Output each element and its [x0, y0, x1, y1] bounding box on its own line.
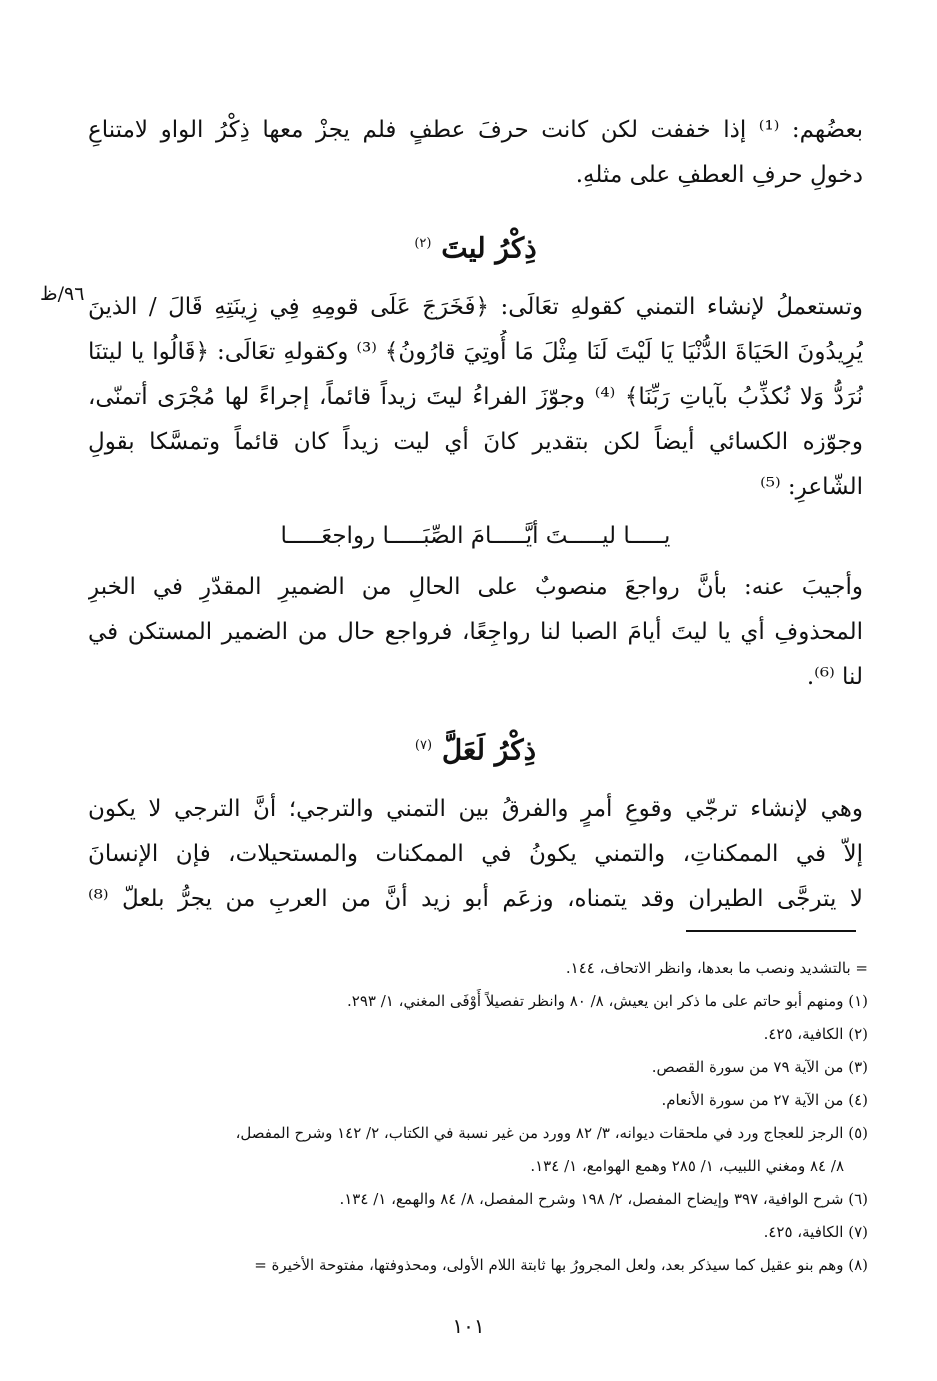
footnote-continuation: = بالتشديد ونصب ما بعدها، وانظر الاتحاف، ١٤٤.: [565, 959, 868, 977]
heading-text: ذِكْرُ ليتَ: [441, 231, 537, 265]
footnote-4: (٤) من الآية ٢٧ من سورة الأنعام.: [661, 1091, 868, 1109]
footnote-7: (٧) الكافية، ٤٢٥.: [763, 1223, 868, 1241]
footnote-6: (٦) شرح الوافية، ٣٩٧ وإيضاح المفصل، ٢/ ١٩٨ وشرح المفصل، ٨/ ٨٤ والهمع، ١/ ١٣٤.: [339, 1190, 868, 1208]
text-line: وجوّزه الكسائي أيضاً لكن بتقدير كانَ أي ليت زيداً كان قائماً وتمسَّكا بقولِ: [88, 429, 863, 455]
text-line: بعضُهم: ⁽¹⁾ إذا خففت لكن كانت حرفَ عطفٍ فلم يجزْ معها ذِكْرُ الواو لامتناعِ: [88, 117, 863, 143]
footnote-divider: [686, 930, 856, 932]
footnote-2: (٢) الكافية، ٤٢٥.: [763, 1025, 868, 1043]
footnote-8: (٨) وهم بنو عقيل كما سيذكر بعد، ولعل المجرورُ بها ثابتة اللام الأولى، ومحذوفتها، مفتوحة الأخيرة =: [254, 1256, 868, 1274]
footnote-5: (٥) الرجز للعجاج ورد في ملحقات ديوانه، ٣/ ٨٢ وورد من غير نسبة في الكتاب، ٢/ ١٤٢ وشرح المفصل،: [235, 1124, 868, 1142]
footnote-1: (١) ومنهم أبو حاتم على ما ذكر ابن يعيش، ٨/ ٨٠ وانظر تفصيلاً أَوْفَى المغني، ١/ ٢٩٣.: [347, 992, 868, 1010]
text-line: وتستعملُ لإنشاء التمني كقولهِ تعَالَى: ﴿فَخَرَجَ عَلَى قومِهِ فِي زِينَتِهِ قَالَ / الذينَ: [88, 294, 863, 320]
text-line: دخولِ حرفِ العطفِ على مثلهِ.: [575, 162, 863, 188]
text-line: الشّاعرِ: ⁽⁵⁾: [760, 474, 863, 500]
heading-footnote-ref: (٧): [414, 738, 433, 753]
text-line: وهي لإنشاء ترجّي وقوعِ أمرٍ والفرقُ بين التمني والترجي؛ أنَّ الترجي لا يكون: [88, 796, 863, 822]
text-line: يُرِيدُونَ الحَيَاةَ الدُّنْيَا يَا لَيْتَ لَنَا مِثْلَ مَا أُوتِيَ قارُونُ﴾ ⁽³⁾ وكقولهِ تعَالَى: ﴿قَالُوا يا ليتنَا: [88, 339, 863, 365]
section-heading-layta: [88, 216, 863, 271]
text-line: إلاّ في الممكناتِ، والتمني يكونُ في الممكنات والمستحيلات، فإن الإنسانَ: [88, 841, 863, 867]
page-number: ١٠١: [452, 1314, 485, 1338]
text-line: وأجيبَ عنه: بأنَّ رواجعَ منصوبٌ على الحالِ من الضميرِ المقدّرِ في الخبرِ: [88, 574, 863, 600]
heading-footnote-ref: (٢): [414, 236, 432, 251]
text-line: المحذوفِ أي يا ليتَ أيامَ الصبا لنا رواجِعًا، فرواجع حال من الضمير المستكن في: [88, 619, 863, 645]
section-heading-laalla: [88, 718, 863, 773]
heading-text: ذِكْرُ لَعَلَّ: [441, 733, 537, 767]
text-line: لا يترجَّى الطيران وقد يتمناه، وزعَم أبو زيد أنَّ من العربِ من يجرُّ بلعلّ ⁽⁸⁾: [88, 886, 863, 912]
text-line: نُرَدُّ وَلا نُكذِّبُ بآياتِ رَبِّنَا﴾ ⁽⁴⁾ وجوّزَ الفراءُ ليتَ زيداً قائماً، إجراءً لها مُجْرَى أتمنّى،: [88, 384, 863, 410]
main-text: [88, 108, 863, 922]
footnote-5-continued: ٨/ ٨٤ ومغني اللبيب، ١/ ٢٨٥ وهمع الهوامع، ١/ ١٣٤.: [530, 1157, 844, 1175]
footnotes: [85, 952, 868, 1282]
margin-folio-note: ٩٦/ظ: [40, 283, 85, 305]
footnote-3: (٣) من الآية ٧٩ من سورة القصص.: [651, 1058, 868, 1076]
text-line: لنا ⁽⁶⁾.: [806, 664, 863, 690]
poetry-verse: يـــــا ليـــــتَ أيَّـــــامَ الصِّبَـــــا رواجعَـــــا: [280, 523, 671, 549]
